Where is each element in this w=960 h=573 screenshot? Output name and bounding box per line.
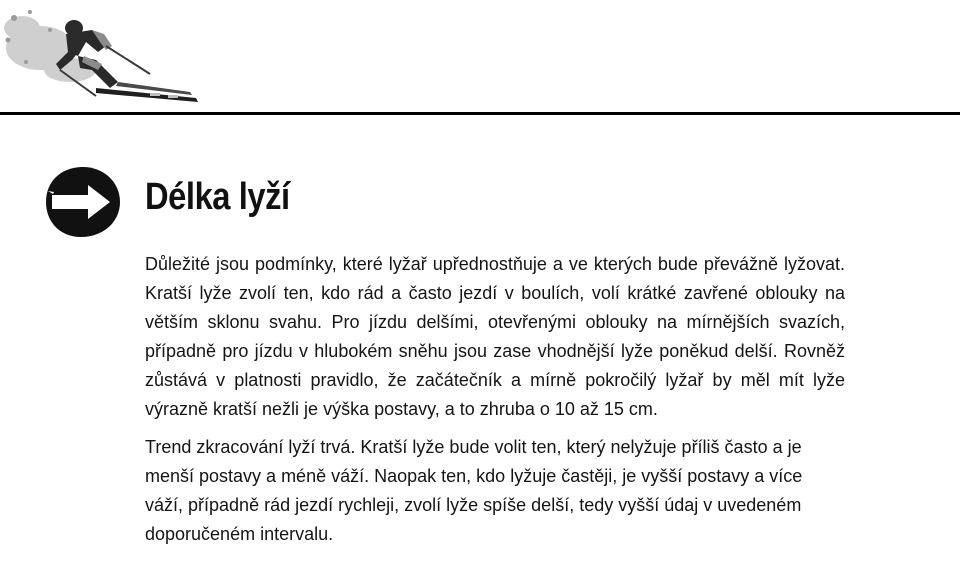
paragraph: Důležité jsou podmínky, které lyžař upřednostňuje a ve kterých bude převážně lyžovat. Kratší lyže zvolí ten, kdo rád a často jezdí v boulích, volí krátké zavřené oblouky na větším sklonu svahu. Pro jízdu delšími, otevřenými oblouky na mírnějších svazích, případně pro jízdu v hlubokém sněhu jsou zase vhodnější lyže poněkud delší. Rovněž zůstává v platnosti pravidlo, že začátečník a mírně pokročilý lyžař by měl mít lyže výrazně kratší nežli je výška postavy, a to zhruba o 10 až 15 cm. [145,254,845,419]
header-rule [0,112,960,115]
body-text [145,250,845,549]
section-title: Délka lyží [145,176,290,218]
arrow-right-icon [44,165,122,239]
skier-illustration [0,0,210,110]
paragraph: Trend zkracování lyží trvá. Kratší lyže bude volit ten, který nelyžuje příliš často a je menší postavy a méně váží. Naopak ten, kdo lyžuje častěji, je vyšší postavy a více váží, případně rád jezdí rychleji, zvolí lyže spíše delší, tedy vyšší údaj v uvedeném doporučeném intervalu. [145,437,803,544]
